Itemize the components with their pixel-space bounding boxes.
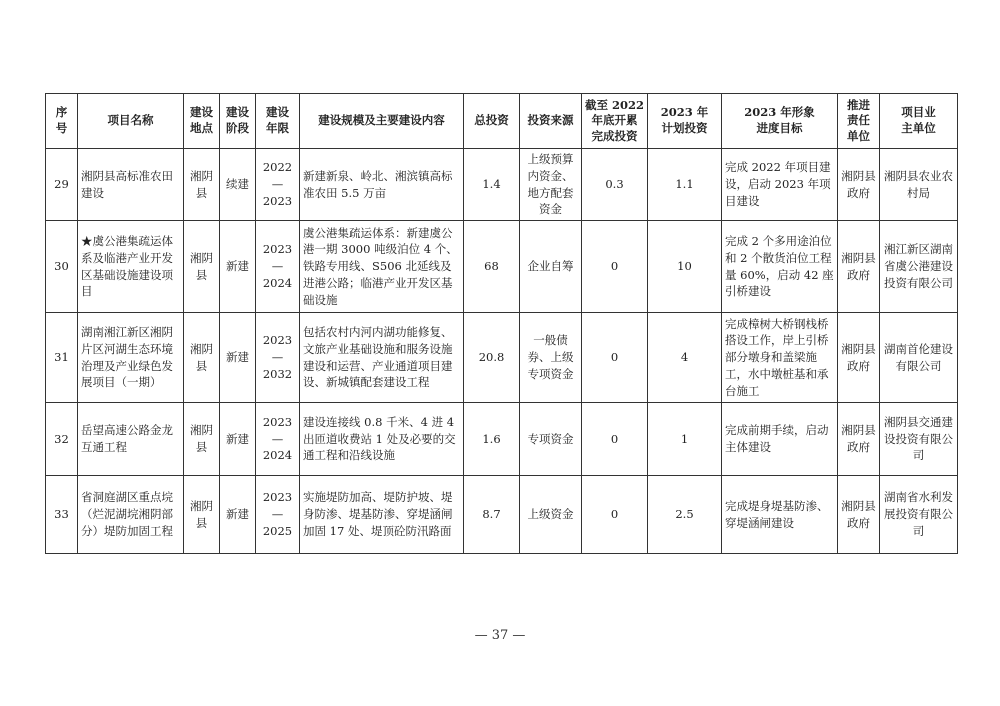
header-content: 建设规模及主要建设内容 [300,94,464,149]
page-number: — 37 — [474,628,526,643]
location: 湘阴县 [184,149,220,221]
stage: 新建 [220,403,256,476]
project-name: 湘阴县高标准农田建设 [78,149,184,221]
plan-2023: 1 [648,403,722,476]
plan-2023: 10 [648,221,722,313]
row-no: 32 [46,403,78,476]
investment-source: 上级预算内资金、地方配套资金 [520,149,582,221]
total-investment: 1.4 [464,149,520,221]
header-location: 建设 地点 [184,94,220,149]
total-investment: 68 [464,221,520,313]
investment-source: 专项资金 [520,403,582,476]
table-row [46,313,958,403]
header-stage: 建设 阶段 [220,94,256,149]
content: 实施堤防加高、堤防护坡、堤身防渗、堤基防渗、穿堤涵闸加固 17 处、堤顶砼防汛路面 [300,476,464,554]
project-name: ★虞公港集疏运体系及临港产业开发区基础设施建设项目 [78,221,184,313]
progress-target: 完成樟树大桥钢栈桥搭设工作，岸上引桥部分墩身和盖梁施工，水中墩桩基和承台施工 [722,313,838,403]
stage: 新建 [220,476,256,554]
plan-2023: 1.1 [648,149,722,221]
row-no: 29 [46,149,78,221]
header-plan-2023: 2023 年 计划投资 [648,94,722,149]
row-no: 33 [46,476,78,554]
header-owner-unit: 项目业 主单位 [880,94,958,149]
responsible-unit: 湘阴县政府 [838,149,880,221]
project-name: 省洞庭湖区重点垸（烂泥湖垸湘阴部分）堤防加固工程 [78,476,184,554]
years: 2023—2024 [256,221,300,313]
table-row [46,221,958,313]
project-name: 湖南湘江新区湘阴片区河湖生态环境治理及产业绿色发展项目（一期） [78,313,184,403]
investment-source: 一般债券、上级专项资金 [520,313,582,403]
header-completed-investment: 截至 2022 年底开累 完成投资 [582,94,648,149]
location: 湘阴县 [184,221,220,313]
header-project-name: 项目名称 [78,94,184,149]
stage: 新建 [220,221,256,313]
header-years: 建设 年限 [256,94,300,149]
table-row [46,476,958,554]
location: 湘阴县 [184,476,220,554]
row-no: 31 [46,313,78,403]
header-investment-source: 投资来源 [520,94,582,149]
stage: 续建 [220,149,256,221]
plan-2023: 2.5 [648,476,722,554]
responsible-unit: 湘阴县政府 [838,403,880,476]
progress-target: 完成堤身堤基防渗、穿堤涵闸建设 [722,476,838,554]
progress-target: 完成 2022 年项目建设，启动 2023 年项目建设 [722,149,838,221]
project-table [45,93,958,554]
investment-source: 上级资金 [520,476,582,554]
total-investment: 20.8 [464,313,520,403]
owner-unit: 湘阴县农业农村局 [880,149,958,221]
responsible-unit: 湘阴县政府 [838,476,880,554]
completed-investment: 0.3 [582,149,648,221]
location: 湘阴县 [184,313,220,403]
responsible-unit: 湘阴县政府 [838,313,880,403]
content: 包括农村内河内湖功能修复、文旅产业基础设施和服务设施建设和运营、产业通道项目建设、新城镇配套建设工程 [300,313,464,403]
row-no: 30 [46,221,78,313]
progress-target: 完成前期手续，启动主体建设 [722,403,838,476]
table-row [46,149,958,221]
years: 2023—2032 [256,313,300,403]
years: 2022—2023 [256,149,300,221]
years: 2023—2025 [256,476,300,554]
owner-unit: 湘阴县交通建设投资有限公司 [880,403,958,476]
header-progress-target: 2023 年形象 进度目标 [722,94,838,149]
completed-investment: 0 [582,221,648,313]
owner-unit: 湘江新区湖南省虞公港建设投资有限公司 [880,221,958,313]
years: 2023—2024 [256,403,300,476]
progress-target: 完成 2 个多用途泊位和 2 个散货泊位工程量 60%，启动 42 座引桥建设 [722,221,838,313]
total-investment: 8.7 [464,476,520,554]
stage: 新建 [220,313,256,403]
completed-investment: 0 [582,403,648,476]
table-header-row [46,94,958,149]
location: 湘阴县 [184,403,220,476]
completed-investment: 0 [582,476,648,554]
responsible-unit: 湘阴县政府 [838,221,880,313]
total-investment: 1.6 [464,403,520,476]
owner-unit: 湖南首伦建设有限公司 [880,313,958,403]
investment-source: 企业自筹 [520,221,582,313]
completed-investment: 0 [582,313,648,403]
header-no: 序 号 [46,94,78,149]
table-row [46,403,958,476]
project-name: 岳望高速公路金龙互通工程 [78,403,184,476]
content: 虞公港集疏运体系：新建虞公港一期 3000 吨级泊位 4 个、铁路专用线、S506 北延线及进港公路；临港产业开发区基础设施 [300,221,464,313]
owner-unit: 湖南省水利发展投资有限公司 [880,476,958,554]
header-total-investment: 总投资 [464,94,520,149]
content: 建设连接线 0.8 千米、4 进 4 出匝道收费站 1 处及必要的交通工程和沿线设施 [300,403,464,476]
header-responsible-unit: 推进 责任 单位 [838,94,880,149]
content: 新建新泉、岭北、湘滨镇高标准农田 5.5 万亩 [300,149,464,221]
plan-2023: 4 [648,313,722,403]
